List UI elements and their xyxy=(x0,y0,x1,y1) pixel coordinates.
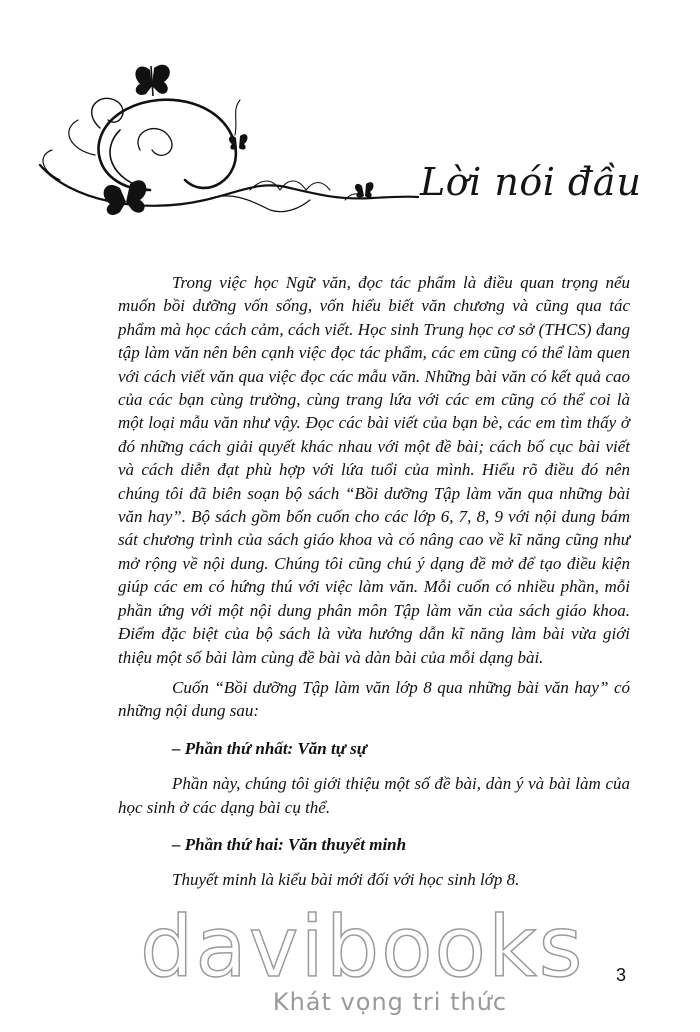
page-heading: Lời nói đầu xyxy=(420,160,642,204)
part1-title: – Phần thứ nhất: Văn tự sự xyxy=(172,738,367,758)
part2-title: – Phần thứ hai: Văn thuyết minh xyxy=(172,834,407,854)
intro-paragraph: Trong việc học Ngữ văn, đọc tác phẩm là điều quan trọng nếu muốn bồi dưỡng vốn sống, vốn hiểu biết văn chương và cũng qua tác phẩm mà học cách cảm, cách viết. Học sinh Trung học cơ sở (THCS) đang tập làm văn nên bên cạnh việc đọc tác phẩm, các em cũng có thể làm quen với cách viết văn qua việc đọc các mẫu văn. Những bài văn có kết quả cao của các bạn cùng trường, cùng trang lứa với các em cũng có thể coi là một loại mẫu văn như vậy. Đọc các bài viết của bạn bè, các em tìm thấy ở đó những cách giải quyết khác nhau với một đề bài; cách bố cục bài viết và cách diễn đạt phù hợp với lứa tuổi của mình. Hiểu rõ điều đó nên chúng tôi đã biên soạn bộ sách “Bồi dưỡng Tập làm văn qua những bài văn hay”. Bộ sách gồm bốn cuốn cho các lớp 6, 7, 8, 9 với nội dung bám sát chương trình của sách giáo khoa và có nâng cao về kĩ năng cũng như mở rộng về nội dung. Chúng tôi cũng chú ý dạng đề mở để tạo điều kiện giúp các em có hứng thú với việc làm văn. Mỗi cuốn có nhiều phần, mỗi phần ứng với một nội dung phân môn Tập làm văn của sách giáo khoa. Điểm đặc biệt của bộ sách là vừa hướng dẫn kĩ năng làm bài vừa giới thiệu một số bài làm cùng đề bài và dàn bài của mỗi dạng bài. xyxy=(118,273,630,667)
watermark-slogan: Khát vọng tri thức xyxy=(272,988,508,1016)
part2-body: Thuyết minh là kiểu bài mới đối với học sinh lớp 8. xyxy=(172,870,520,890)
butterfly-swirl-ornament-icon xyxy=(0,40,440,240)
book-intro-paragraph: Cuốn “Bồi dưỡng Tập làm văn lớp 8 qua những bài văn hay” có những nội dung sau: xyxy=(118,677,630,721)
page-number: 3 xyxy=(616,965,627,985)
watermark-brand: davibooks xyxy=(140,898,585,996)
preface-text xyxy=(118,271,630,892)
part1-body: Phần này, chúng tôi giới thiệu một số đề bài, dàn ý và bài làm của học sinh ở các dạng bài cụ thể. xyxy=(118,774,630,817)
